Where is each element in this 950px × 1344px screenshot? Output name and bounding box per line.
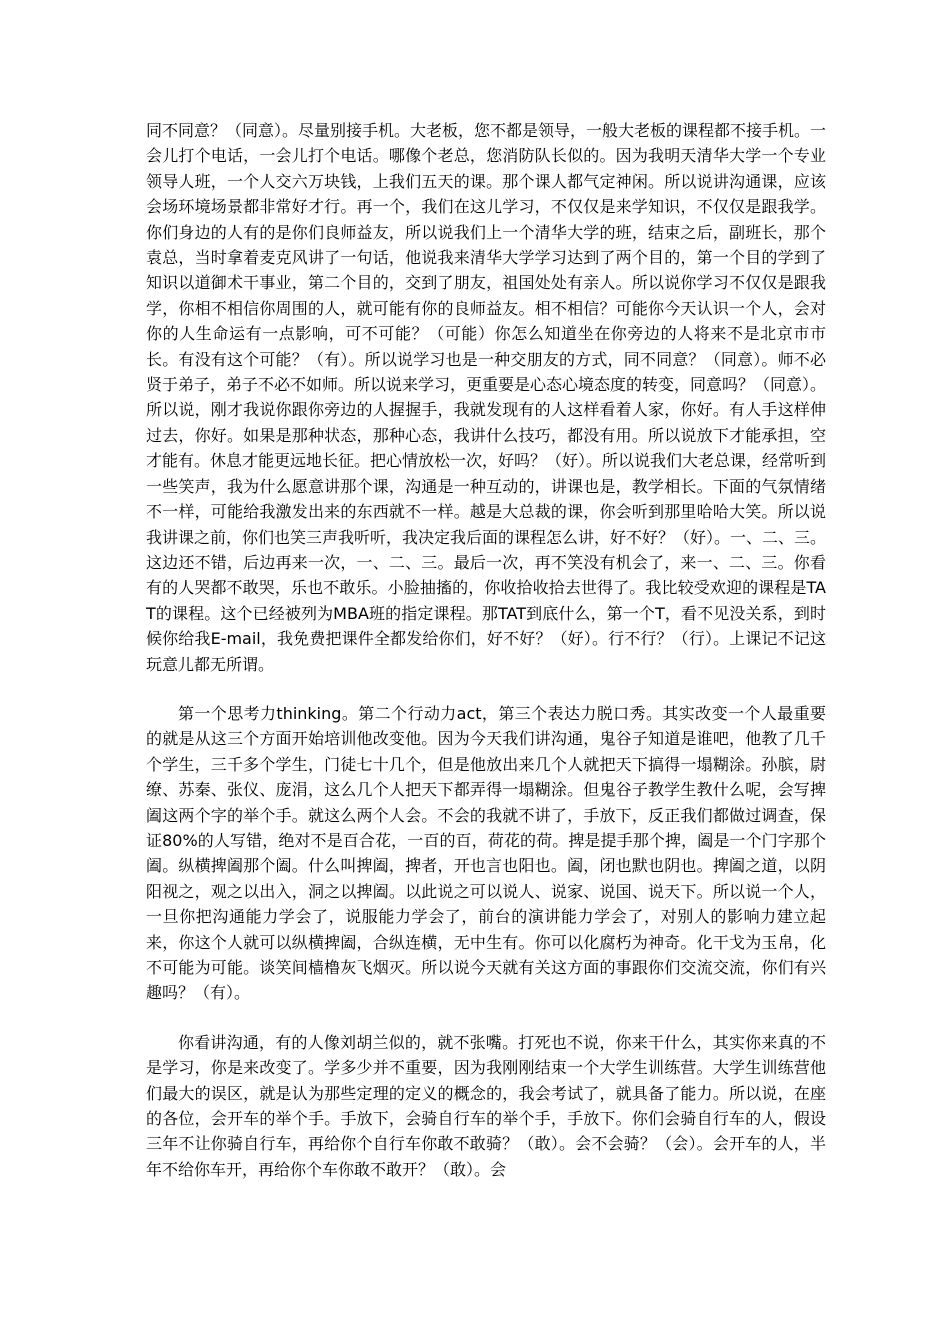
document-body: [146, 118, 826, 1182]
paragraph-spacer: [146, 1006, 826, 1030]
paragraph-spacer: [146, 677, 826, 701]
paragraph-3: 你看讲沟通，有的人像刘胡兰似的，就不张嘴。打死也不说，你来干什么，其实你来真的不是学习，你是来改变了。学多少并不重要，因为我刚刚结束一个大学生训练营。大学生训练营他们最大的误区，就是认为那些定理的定义的概念的，我会考试了，就具备了能力。所以说，在座的各位，会开车的举个手。手放下，会骑自行车的举个手，手放下。你们会骑自行车的人，假设三年不让你骑自行车，再给你个自行车你敢不敢骑？（敢）。会不会骑？（会）。会开车的人，半年不给你车开，再给你个车你敢不敢开？（敢）。会: [146, 1032, 826, 1179]
paragraph-1: 同不同意？（同意）。尽量别接手机。大老板，您不都是领导，一般大老板的课程都不接手机。一会儿打个电话，一会儿打个电话。哪像个老总，您消防队长似的。因为我明天清华大学一个专业领导人班，一个人交六万块钱，上我们五天的课。那个课人都气定神闲。所以说讲沟通课，应该会场环境场景都非常好才行。再一个，我们在这儿学习，不仅仅是来学知识，不仅仅是跟我学。你们身边的人有的是你们良师益友，所以说我们上一个清华大学的班，结束之后，副班长，那个袁总，当时拿着麦克风讲了一句话，他说我来清华大学学习达到了两个目的，第一个目的学到了知识以道御术干事业，第二个目的，交到了朋友，祖国处处有亲人。所以说你学习不仅仅是跟我学，你相不相信你周围的人，就可能有你的良师益友。相不相信？可能你今天认识一个人，会对你的人生命运有一点影响，可不可能？（可能）你怎么知道坐在你旁边的人将来不是北京市市长。有没有这个可能？（有）。所以说学习也是一种交朋友的方式，同不同意？（同意）。师不必贤于弟子，弟子不必不如师。所以说来学习，更重要是心态心境态度的转变，同意吗？（同意）。所以说，刚才我说你跟你旁边的人握握手，我就发现有的人这样看着人家，你好。有人手这样伸过去，你好。如果是那种状态，那种心态，我讲什么技巧，都没有用。所以说放下才能承担，空才能有。休息才能更远地长征。把心情放松一次，好吗？（好）。所以说我们大老总课，经常听到一些笑声，我为什么愿意讲那个课，沟通是一种互动的，讲课也是，教学相长。下面的气氛情绪不一样，可能给我激发出来的东西就不一样。越是大总裁的课，你会听到那里哈哈大笑。所以说我讲课之前，你们也笑三声我听听，我决定我后面的课程怎么讲，好不好？（好）。一、二、三。这边还不错，后边再来一次，一、二、三。最后一次，再不笑没有机会了，来一、二、三。你看有的人哭都不敢哭，乐也不敢乐。小脸抽搐的，你收拾收拾去世得了。我比较受欢迎的课程是TAT的课程。这个已经被列为MBA班的指定课程。那TAT到底什么，第一个T，看不见没关系，到时候你给我E-mail，我免费把课件全都发给你们，好不好？（好）。行不行？（行）。上课记不记这玩意儿都无所谓。: [146, 121, 827, 674]
paragraph-2: 第一个思考力thinking。第二个行动力act，第三个表达力脱口秀。其实改变一个人最重要的就是从这三个方面开始培训他改变他。因为今天我们讲沟通，鬼谷子知道是谁吧，他教了几千个学生，三千多个学生，门徒七十几个，但是他放出来几个人就把天下搞得一塌糊涂。孙膑，尉缭、苏秦、张仪、庞涓，这么几个人把天下都弄得一塌糊涂。但鬼谷子教学生教什么呢，会写捭阖这两个字的举个手。就这么两个人会。不会的我就不讲了，手放下，反正我们都做过调查，保证80%的人写错，绝对不是百合花，一百的百，荷花的荷。捭是提手那个捭，阖是一个门字那个阖。纵横捭阖那个阖。什么叫捭阖，捭者，开也言也阳也。阖，闭也默也阴也。捭阖之道，以阴阳视之，观之以出入，洞之以捭阖。以此说之可以说人、说家、说国、说天下。所以说一个人，一旦你把沟通能力学会了，说服能力学会了，前台的演讲能力学会了，对别人的影响力建立起来，你这个人就可以纵横捭阖，合纵连横，无中生有。你可以化腐朽为神奇。化干戈为玉帛，化不可能为可能。谈笑间樯橹灰飞烟灭。所以说今天就有关这方面的事跟你们交流交流，你们有兴趣吗？（有）。: [146, 703, 826, 1003]
